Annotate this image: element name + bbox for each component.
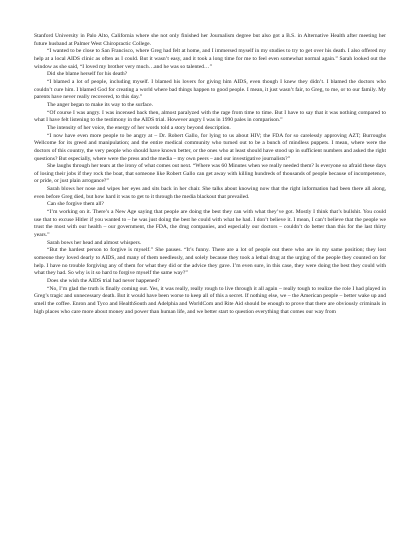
paragraph: Sarah blows her nose and wipes her eyes and sits back in her chair. She talks about knowing now that the right information had been there all along, even before Greg died, but how hard it was to get to it through the media blackout that prevailed. xyxy=(34,186,386,200)
document-page xyxy=(34,33,386,523)
paragraph: The intensity of her voice, the energy of her words told a story beyond description. xyxy=(47,124,231,131)
paragraph: “I blamed a lot of people, including myself. I blamed his lovers for giving him AIDS, even though I knew they didn’t. I blamed the doctors who couldn’t cure him. I blamed God for creating a world where bad things happen to good people. I mean, it just wasn’t fair, to Greg, to me, or to our family. My parents have never really recovered, to this day.” xyxy=(34,78,386,101)
paragraph: “I’m working on it. There’s a New Age saying that people are doing the best they can with what they’ve got. Mostly I think that’s bullshit. You could use that to excuse Hitler if you wanted to – he was just doing the best he could with what he had. I don’t believe it. I mean, I can’t believe that the people we trust the most with our health – our government, the FDA, the drug companies, and especially our doctors – couldn’t do better than this for the last thirty years.” xyxy=(34,209,386,239)
paragraph: “Of course I was angry. I was incensed back then, almost paralyzed with the rage from time to time. But I have to say that it was nothing compared to what I have felt listening to the testimony in the AIDS trial. However angry I was in 1990 pales in comparison.” xyxy=(34,109,386,124)
paragraph: “But the hardest person to forgive is myself.” She pauses. “It’s funny. There are a lot of people out there who are in my same position; they lost someone they loved dearly to AIDS, and many of them needlessly, and solely because they took a lethal drug at the urging of the people they counted on for help. I have no trouble forgiving any of them for what they did or the advice they gave. I’m even sure, in this case, they were doing the best they could with what they had. So why is it so hard to forgive myself the same way?” xyxy=(34,247,386,277)
paragraph: “I wanted to be close to San Francisco, where Greg had felt at home, and I immersed myself in my studies to try to get over his death. I also offered my help at a local AIDS clinic as often as I could. But it wasn’t easy, and it took a long time for me to feel even somewhat normal again.” Sarah looked out the window as she said, “I loved my brother very much…and he was so talented…” xyxy=(34,48,386,70)
paragraph: Stanford University in Palo Alto, California where she not only finished her Journalism degree but also got a B.S. in Alternative Health after meeting her future husband at Palmer West Chiropractic College. xyxy=(34,33,386,47)
paragraph: Does she wish the AIDS trial had never happened? xyxy=(47,278,160,284)
paragraph: Can she forgive them all? xyxy=(47,201,104,208)
paragraph: The anger began to make its way to the surface. xyxy=(47,101,153,108)
paragraph: Sarah bows her head and almost whispers. xyxy=(47,239,142,246)
paragraph: “No, I’m glad the truth is finally coming out. Yes, it was really, really rough to live through it all again – really tough to realize the role I had played in Greg’s tragic and unnecessary death. But it would have been worse to keep all of this a secret. If nothing else, we – the American people – better wake up and smell the coffee. Enron and Tyco and HealthSouth and Adelphia and WorldCom and Rite Aid should be enough to prove that there are obviously criminals in high places who care more about money and power than human life, and we better start to question everything that comes our way from xyxy=(34,285,386,315)
paragraph: She laughs through her tears at the irony of what comes out next. “Where was 60 Minutes when we really needed them? Is everyone so afraid these days of losing their jobs if they rock the boat, that someone like Robert Gallo can get away with killing hundreds of thousands of people because of incompetence, or pride, or just plain arrogance?” xyxy=(34,163,386,185)
paragraph: “I now have even more people to be angry at – Dr. Robert Gallo, for lying to us about HIV; the FDA for so carelessly approving AZT; Burroughs Wellcome for its greed and manipulation; and the entire medical community who turned out to be a bunch of mindless puppets. I mean, where were the doctors of this country, the very people who should have known better, or the ones who at least should have stood up in sufficient numbers and asked the right questions? But especially, where were the press and the media – my own peers – and our investigative journalists?” xyxy=(34,132,386,162)
paragraph: Did she blame herself for his death? xyxy=(47,71,128,78)
